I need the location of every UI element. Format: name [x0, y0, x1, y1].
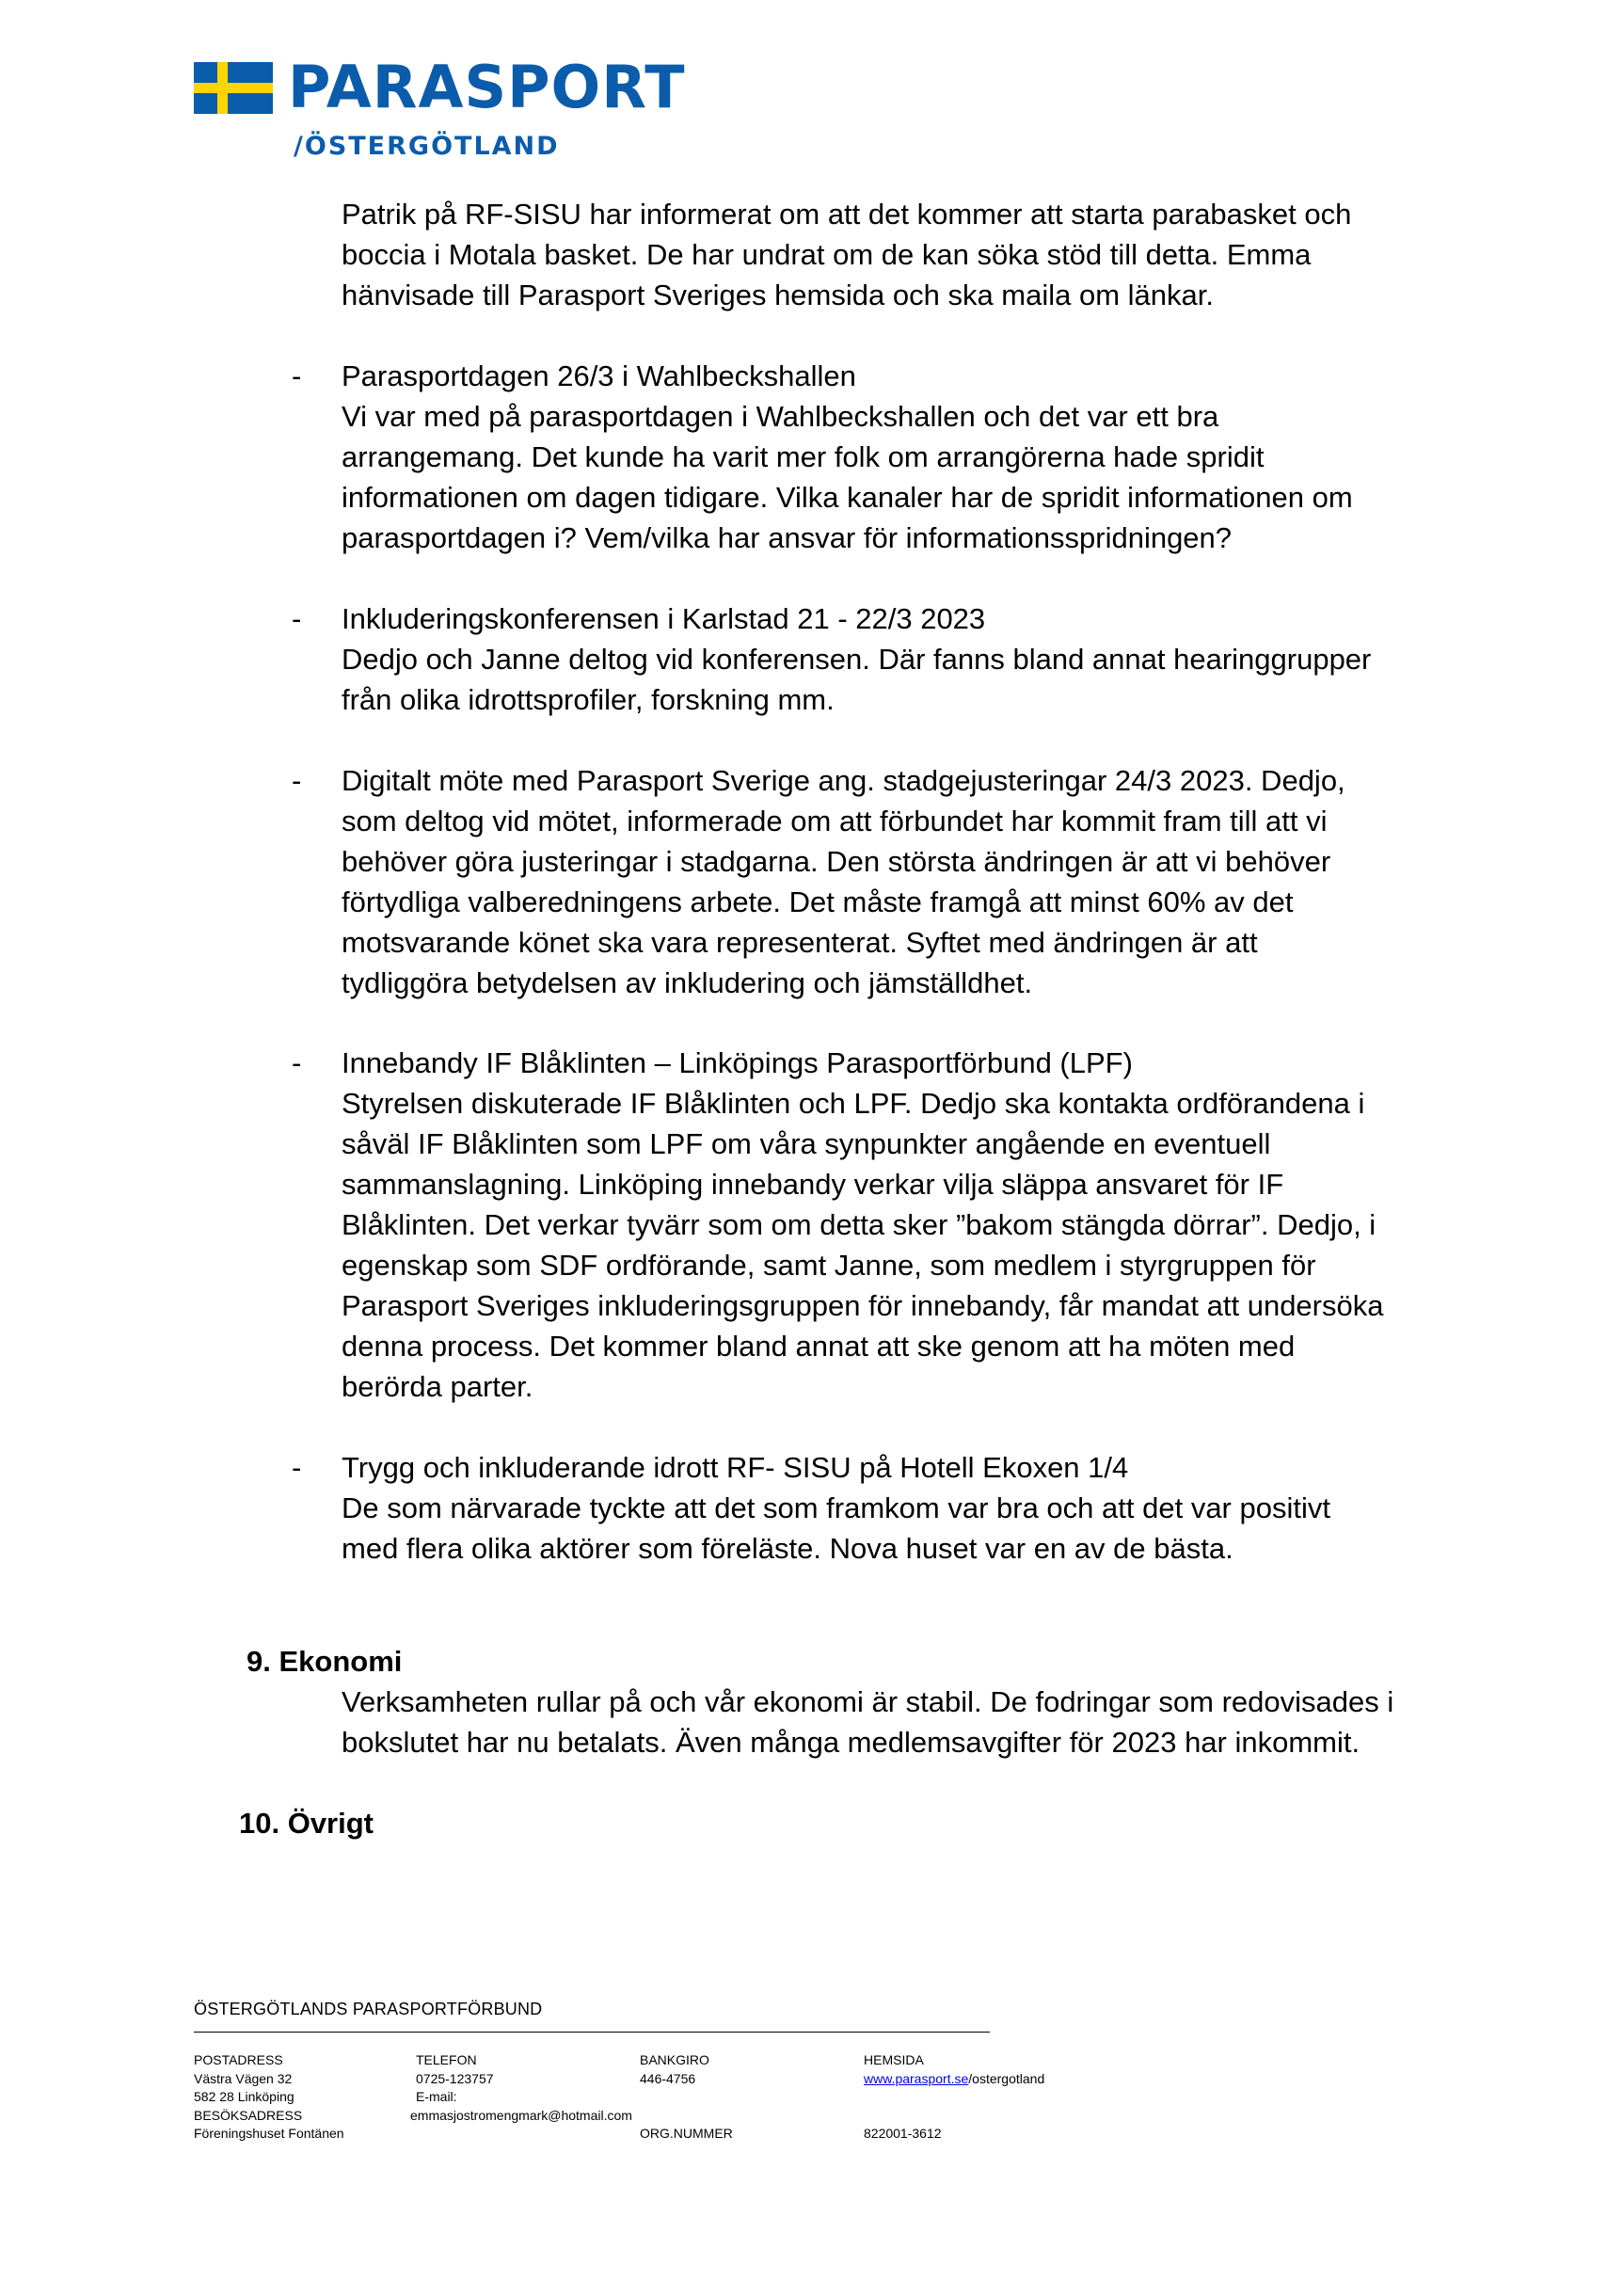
text-line: med flera olika aktörer som föreläste. Nova huset var en av de bästa. [342, 1532, 1233, 1565]
text-line: Dedjo och Janne deltog vid konferensen. Där fanns bland annat hearinggrupper [342, 643, 1372, 676]
besoksadress-label: BESÖKSADRESS [194, 2107, 303, 2123]
phone-number: 0725-123757 [416, 2070, 494, 2086]
bankgiro-label: BANKGIRO [640, 2052, 709, 2067]
item-title: Digitalt möte med Parasport Sverige ang. stadgejusteringar 24/3 2023. Dedjo, [342, 764, 1345, 797]
section-heading-ekonomi: 9. Ekonomi [247, 1645, 403, 1678]
text-line: arrangemang. Det kunde ha varit mer folk om arrangörerna hade spridit [342, 440, 1265, 473]
text-line: sammanslagning. Linköping innebandy verkar vilja släppa ansvaret för IF [342, 1168, 1284, 1201]
website-link[interactable]: www.parasport.se [864, 2070, 969, 2086]
item-title: Parasportdagen 26/3 i Wahlbeckshallen [342, 359, 856, 392]
email-label: E-mail: [416, 2089, 457, 2104]
text-line: som deltog vid mötet, informerade om att förbundet har kommit fram till att vi [342, 805, 1328, 837]
text-line: tydliggöra betydelsen av inkludering och jämställdhet. [342, 966, 1033, 999]
swedish-flag-icon [194, 62, 273, 114]
bullet-dash: - [292, 1451, 302, 1484]
website [864, 2070, 1044, 2089]
text-line: parasportdagen i? Vem/vilka har ansvar för informationsspridningen? [342, 521, 1233, 554]
hemsida-label: HEMSIDA [864, 2052, 924, 2067]
text-line: såväl IF Blåklinten som LPF om våra synpunkter angående en eventuell [342, 1127, 1271, 1160]
bankgiro-number: 446-4756 [640, 2070, 696, 2086]
text-line: De som närvarade tyckte att det som framkom var bra och att det var positivt [342, 1491, 1330, 1524]
text-line: hänvisade till Parasport Sveriges hemsida och ska maila om länkar. [342, 279, 1215, 311]
logo-region-text: /ÖSTERGÖTLAND [294, 132, 560, 161]
text-line: informationen om dagen tidigare. Vilka kanaler har de spridit informationen om [342, 481, 1353, 514]
text-line: Verksamheten rullar på och vår ekonomi är stabil. De fodringar som redovisades i [342, 1685, 1394, 1718]
footer-divider [194, 2032, 990, 2033]
text-line: Vi var med på parasportdagen i Wahlbeckshallen och det var ett bra [342, 400, 1219, 433]
text-line: egenskap som SDF ordförande, samt Janne, som medlem i styrgruppen för [342, 1249, 1316, 1282]
org-number: 822001-3612 [864, 2126, 942, 2141]
text-line: förtydliga valberedningens arbete. Det måste framgå att minst 60% av det [342, 885, 1294, 918]
text-line: behöver göra justeringar i stadgarna. Den största ändringen är att vi behöver [342, 845, 1331, 878]
website-path: /ostergotland [968, 2070, 1045, 2086]
footer-web-column [864, 2051, 1044, 2144]
text-line: Blåklinten. Det verkar tyvärr som om detta sker ”bakom stängda dörrar”. Dedjo, i [342, 1208, 1376, 1241]
text-line: bokslutet har nu betalats. Även många medlemsavgifter för 2023 har inkommit. [342, 1726, 1360, 1759]
text-line: från olika idrottsprofiler, forskning mm. [342, 683, 835, 716]
footer-org-name: ÖSTERGÖTLANDS PARASPORTFÖRBUND [194, 2000, 543, 2018]
email-address[interactable]: emmasjostromengmark@hotmail.com [410, 2107, 632, 2123]
section-heading-ovrigt: 10. Övrigt [239, 1807, 374, 1840]
telefon-label: TELEFON [416, 2052, 477, 2067]
postadress-label: POSTADRESS [194, 2052, 283, 2067]
bullet-dash: - [292, 602, 302, 635]
bullet-dash: - [292, 1046, 302, 1079]
item-title: Trygg och inkluderande idrott RF- SISU på Hotell Ekoxen 1/4 [342, 1451, 1129, 1484]
ekonomi-paragraph [342, 1682, 1471, 1762]
street-address: Västra Vägen 32 [194, 2070, 293, 2086]
visit-address: Föreningshuset Fontänen [194, 2126, 344, 2141]
logo-brand-text: PARASPORT [288, 53, 686, 121]
item-title: Inkluderingskonferensen i Karlstad 21 - 22/3 2023 [342, 602, 986, 635]
text-line: denna process. Det kommer bland annat att ske genom att ha möten med [342, 1330, 1296, 1363]
postal-city: 582 28 Linköping [194, 2089, 294, 2104]
parasport-logo [194, 53, 686, 164]
text-line: motsvarande könet ska vara representerat. Syftet med ändringen är att [342, 926, 1258, 959]
text-line: berörda parter. [342, 1370, 533, 1403]
item-title: Innebandy IF Blåklinten – Linköpings Parasportförbund (LPF) [342, 1046, 1133, 1079]
bullet-dash: - [292, 764, 302, 797]
text-line: Styrelsen diskuterade IF Blåklinten och LPF. Dedjo ska kontakta ordförandena i [342, 1087, 1365, 1120]
text-line: Parasport Sveriges inkluderingsgruppen för innebandy, får mandat att undersöka [342, 1289, 1384, 1322]
page-footer [194, 2000, 1045, 2141]
footer-contact-column [410, 2051, 632, 2125]
text-line: boccia i Motala basket. De har undrat om de kan söka stöd till detta. Emma [342, 238, 1312, 271]
footer-bank-column [640, 2051, 733, 2144]
text-line: Patrik på RF-SISU har informerat om att det kommer att starta parabasket och [342, 198, 1352, 231]
footer-address-column [194, 2051, 344, 2144]
bullet-dash: - [292, 359, 302, 392]
orgnummer-label: ORG.NUMMER [640, 2126, 733, 2141]
intro-paragraph [342, 194, 1471, 315]
